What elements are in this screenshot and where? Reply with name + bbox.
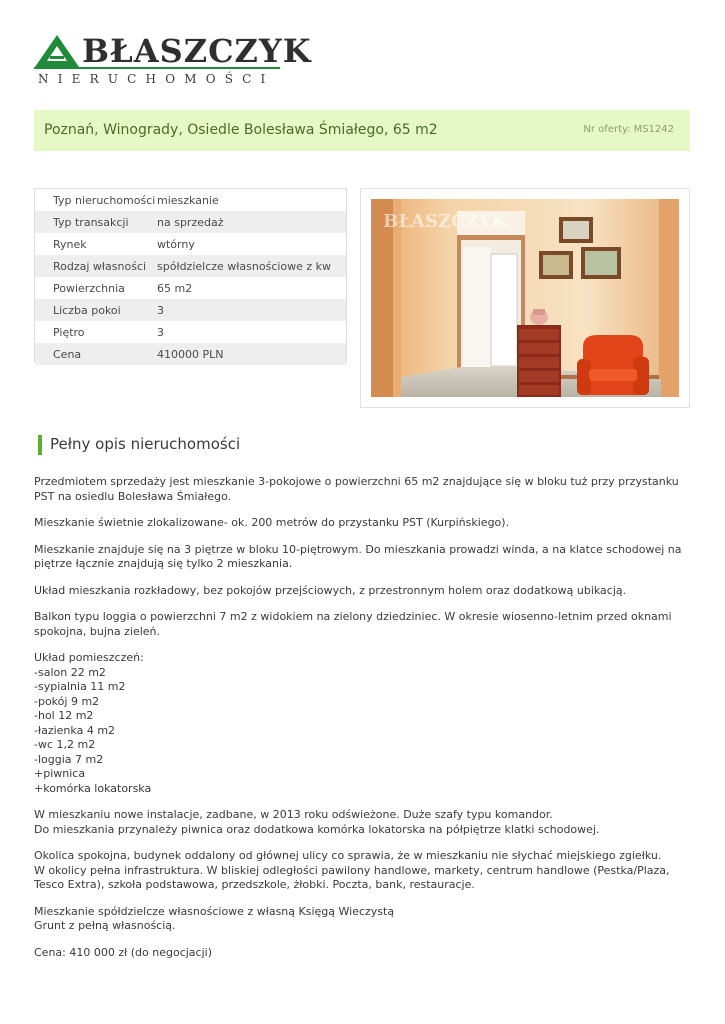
room-layout-item: -wc 1,2 m2: [34, 738, 96, 751]
detail-label: Typ nieruchomości: [53, 193, 156, 207]
property-details-table: [34, 188, 347, 363]
room-layout-list: [34, 651, 690, 796]
description-price: Cena: 410 000 zł (do negocjacji): [34, 945, 212, 959]
description-line: W mieszkaniu nowe instalacje, zadbane, w 2013 roku odświeżone. Duże szafy typu komandor.: [34, 808, 553, 821]
property-photo[interactable]: [371, 199, 679, 397]
description-paragraph: [34, 808, 690, 837]
description-paragraph: [34, 849, 690, 893]
detail-value: na sprzedaż: [157, 215, 224, 229]
logo-triangle-icon: [34, 34, 80, 68]
description-paragraph: Balkon typu loggia o powierzchni 7 m2 z widokiem na zielony dziedziniec. W okresie wiosenno-letnim przed oknami spokojna, bujna zieleń.: [34, 610, 672, 638]
room-layout-item: -hol 12 m2: [34, 709, 94, 722]
detail-row-rooms: [35, 299, 346, 321]
detail-label: Rodzaj własności: [53, 259, 147, 273]
detail-label: Cena: [53, 347, 82, 361]
heading-accent-bar: [38, 435, 42, 455]
detail-row-area: [35, 277, 346, 299]
offer-number: [583, 124, 674, 135]
detail-label: Typ transakcji: [53, 215, 129, 229]
logo-subtitle: NIERUCHOMOŚCI: [38, 72, 275, 86]
detail-value: 65 m2: [157, 281, 193, 295]
detail-row-property-type: [35, 189, 346, 211]
detail-row-price: [35, 343, 346, 365]
photo-watermark: BŁASZCZYK: [383, 211, 508, 232]
detail-label: Liczba pokoi: [53, 303, 121, 317]
detail-row-floor: [35, 321, 346, 343]
description-paragraph: Mieszkanie świetnie zlokalizowane- ok. 200 metrów do przystanku PST (Kurpińskiego).: [34, 516, 510, 529]
detail-row-market: [35, 233, 346, 255]
description-paragraph: Przedmiotem sprzedaży jest mieszkanie 3-pokojowe o powierzchni 65 m2 znajdujące się w bloku tuż przy przystanku PST na osiedlu Bolesława Śmiałego.: [34, 475, 679, 503]
detail-value: 410000 PLN: [157, 347, 224, 361]
detail-value: 3: [157, 325, 164, 339]
detail-value: wtórny: [157, 237, 195, 251]
offer-number-label: Nr oferty:: [583, 124, 631, 135]
room-layout-item: -loggia 7 m2: [34, 752, 104, 766]
detail-label: Piętro: [53, 325, 85, 339]
description-heading-text: Pełny opis nieruchomości: [50, 435, 241, 453]
room-layout-item: Układ pomieszczeń:: [34, 651, 144, 664]
description-line: Do mieszkania przynależy piwnica oraz dodatkowa komórka lokatorska na półpiętrze klatki schodowej.: [34, 822, 600, 836]
listing-title: Poznań, Winogrady, Osiedle Bolesława Śmiałego, 65 m2: [44, 122, 438, 138]
description-line: W okolicy pełna infrastruktura. W bliskiej odległości pawilony handlowe, markety, centrum handlowe (Pestka/Plaza, Tesco Extra), szkoła podstawowa, przedszkole, żłobki. Poczta, bank, restauracje.: [34, 863, 670, 891]
logo-name: BŁASZCZYK: [82, 32, 312, 70]
description-paragraph: Układ mieszkania rozkładowy, bez pokojów przejściowych, z przestronnym holem oraz dodatkową ubikacją.: [34, 583, 627, 597]
room-layout-item: +piwnica: [34, 767, 86, 780]
detail-row-ownership: [35, 255, 346, 277]
listing-title-bar: [34, 110, 690, 151]
detail-value: spółdzielcze własnościowe z kw: [157, 259, 332, 273]
room-layout-item: -salon 22 m2: [34, 665, 106, 679]
room-layout-item: -łazienka 4 m2: [34, 723, 116, 737]
description-body: [34, 475, 690, 972]
property-photo-frame: [360, 188, 690, 408]
description-line: Okolica spokojna, budynek oddalony od głównej ulicy co sprawia, że w mieszkaniu nie słychać miejskiego zgiełku.: [34, 849, 662, 862]
room-layout-item: -pokój 9 m2: [34, 694, 100, 708]
detail-row-transaction-type: [35, 211, 346, 233]
room-layout-item: -sypialnia 11 m2: [34, 680, 126, 693]
detail-label: Rynek: [53, 237, 87, 251]
description-line: Grunt z pełną własnością.: [34, 919, 176, 932]
description-line: Mieszkanie spółdzielcze własnościowe z własną Księgą Wieczystą: [34, 904, 395, 918]
offer-number-value: MS1242: [633, 124, 674, 135]
company-logo[interactable]: [34, 32, 312, 86]
description-paragraph: Mieszkanie znajduje się na 3 piętrze w bloku 10-piętrowym. Do mieszkania prowadzi winda, a na klatce schodowej na piętrze łącznie znajdują się tylko 2 mieszkania.: [34, 542, 682, 570]
detail-label: Powierzchnia: [53, 281, 125, 295]
room-layout-item: +komórka lokatorska: [34, 781, 152, 795]
detail-value: mieszkanie: [157, 193, 219, 207]
detail-value: 3: [157, 303, 164, 317]
description-paragraph: [34, 905, 690, 934]
